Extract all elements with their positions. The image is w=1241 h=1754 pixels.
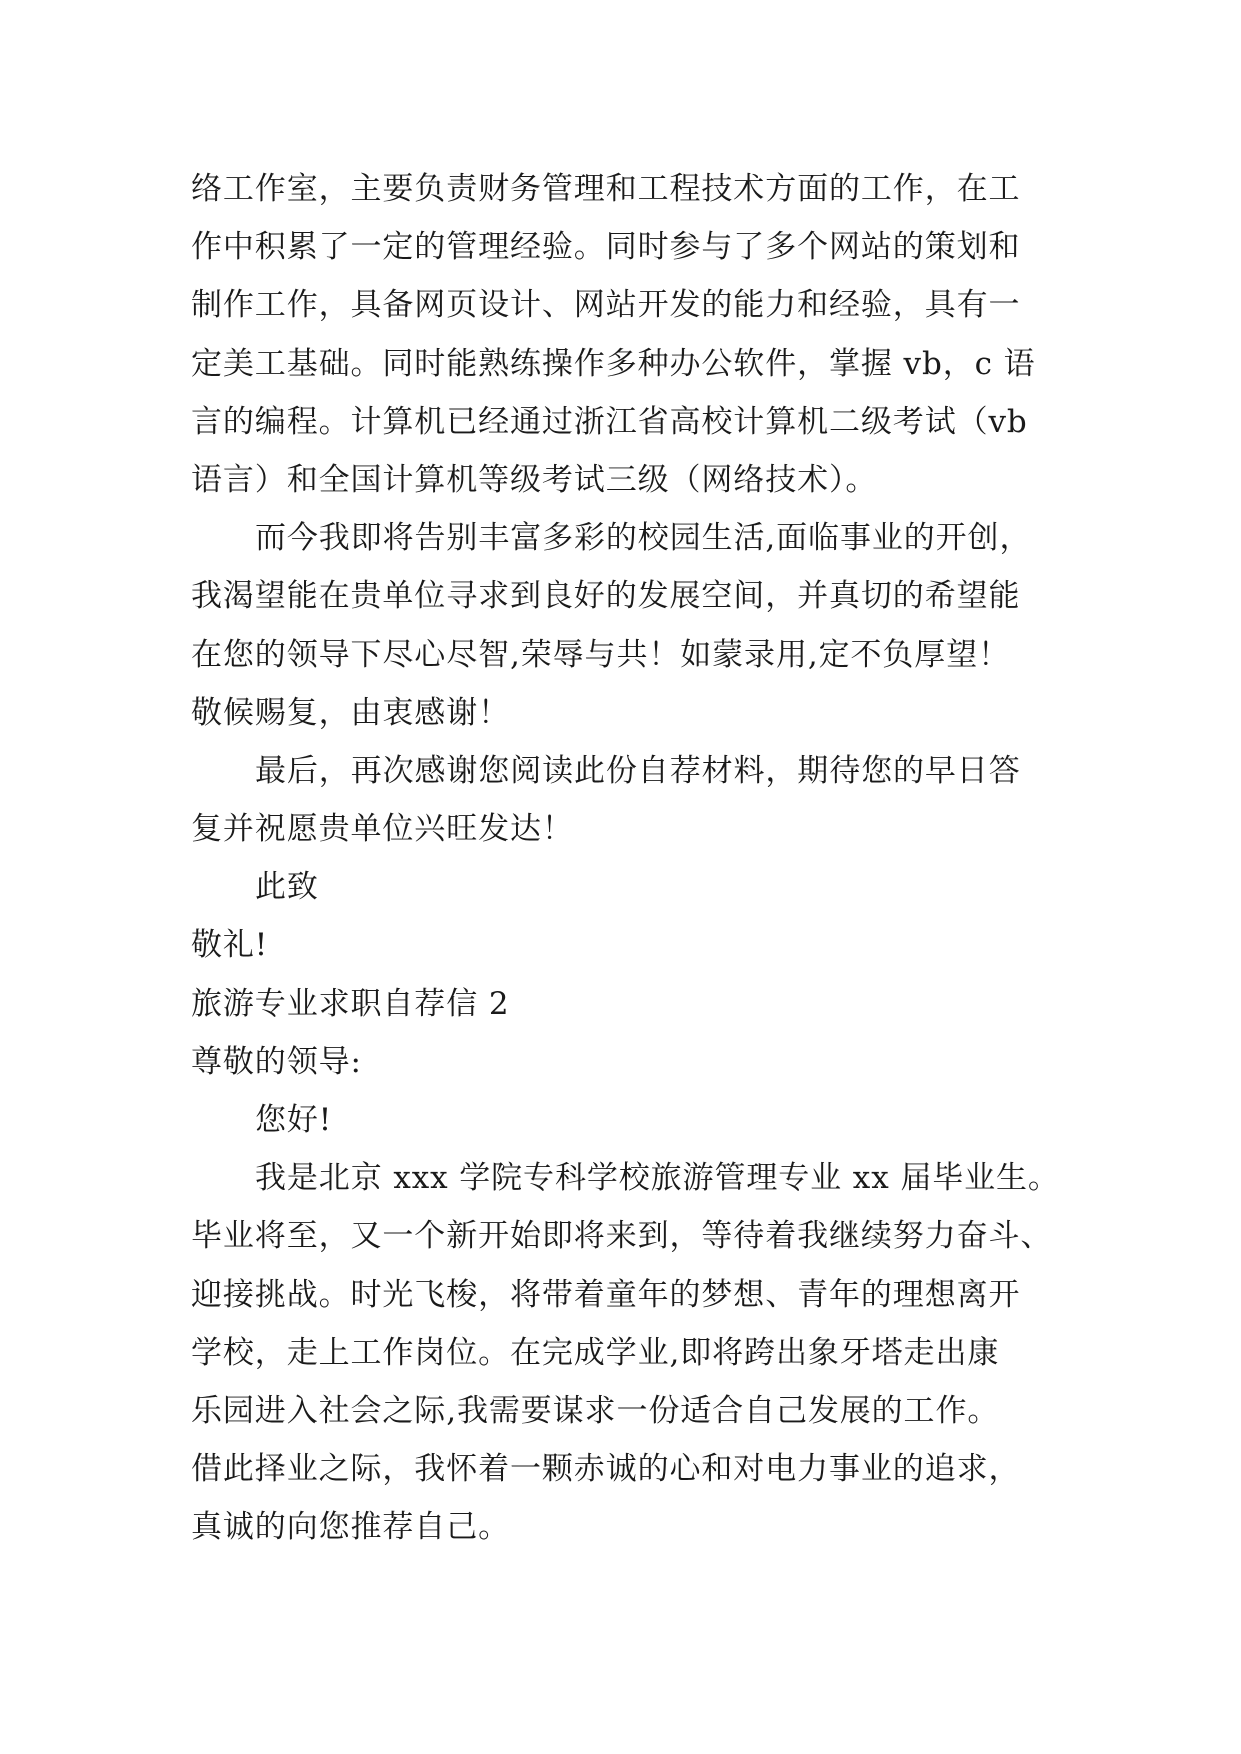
body-line: 制作工作，具备网页设计、网站开发的能力和经验，具有一 xyxy=(191,287,1021,324)
paragraph-start-line: 而今我即将告别丰富多彩的校园生活,面临事业的开创， xyxy=(255,520,1032,557)
greeting-hello: 您好! xyxy=(255,1102,333,1138)
body-line: 乐园进入社会之际,我需要谋求一份适合自己发展的工作。 xyxy=(191,1392,1000,1429)
body-line: 毕业将至，又一个新开始即将来到，等待着我继续努力奋斗、 xyxy=(191,1218,1053,1255)
letter-body xyxy=(191,160,1061,1557)
body-line: 在您的领导下尽心尽智,荣辱与共！如蒙录用,定不负厚望！ xyxy=(191,636,1011,673)
paragraph-start-line: 最后，再次感谢您阅读此份自荐材料，期待您的早日答 xyxy=(255,752,1021,789)
closing-regards: 敬礼! xyxy=(191,927,269,964)
body-line: 定美工基础。同时能熟练操作多种办公软件，掌握 vb，c 语 xyxy=(191,345,1036,382)
body-line: 言的编程。计算机已经通过浙江省高校计算机二级考试（vb xyxy=(191,403,1028,440)
body-line: 借此择业之际，我怀着一颗赤诚的心和对电力事业的追求， xyxy=(191,1451,1021,1488)
body-line: 真诚的向您推荐自己。 xyxy=(191,1509,510,1546)
body-line: 复并祝愿贵单位兴旺发达！ xyxy=(191,811,574,848)
body-line: 络工作室，主要负责财务管理和工程技术方面的工作，在工 xyxy=(191,171,1021,207)
body-line: 学校，走上工作岗位。在完成学业,即将跨出象牙塔走出康 xyxy=(191,1334,1000,1371)
greeting-addressee: 尊敬的领导: xyxy=(191,1043,362,1080)
body-line: 迎接挑战。时光飞梭，将带着童年的梦想、青年的理想离开 xyxy=(191,1276,1021,1313)
body-line: 敬候赐复，由衷感谢！ xyxy=(191,694,510,731)
body-line: 语言）和全国计算机等级考试三级（网络技术）。 xyxy=(191,461,878,498)
section-title: 旅游专业求职自荐信 2 xyxy=(191,985,510,1022)
body-line: 作中积累了一定的管理经验。同时参与了多个网站的策划和 xyxy=(191,229,1021,266)
body-line: 我渴望能在贵单位寻求到良好的发展空间，并真切的希望能 xyxy=(191,578,1021,615)
closing-salutation: 此致 xyxy=(255,869,319,906)
paragraph-start-line: 我是北京 xxx 学院专科学校旅游管理专业 xx 届毕业生。 xyxy=(255,1160,1060,1197)
